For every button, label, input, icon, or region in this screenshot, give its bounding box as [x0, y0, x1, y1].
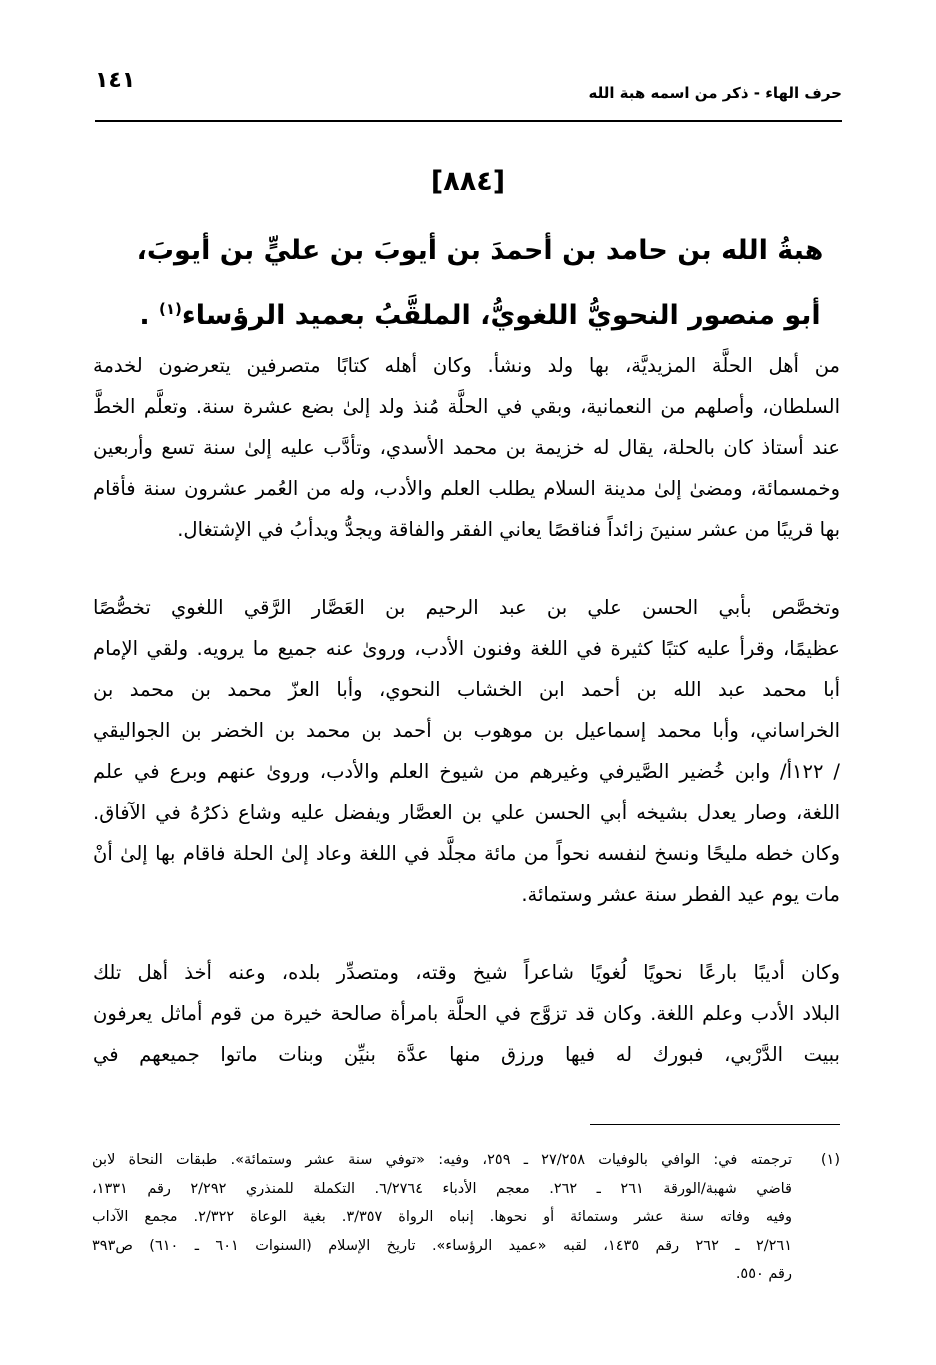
text-line: وخمسمائة، ومضىٰ إلىٰ مدينة السلام يطلب العلم والأدب، وله من العُمر عشرون سنة فأقام	[93, 477, 840, 500]
footnote-line: قاضي شهبة/الورقة ٢٦١ ـ ٢٦٢. معجم الأدباء ٦/٢٧٦٤. التكملة للمنذري ٢/٢٩٢ رقم ١٣٣١،	[92, 1180, 792, 1197]
text-line: عظيمًا، وقرأ عليه كتبًا كثيرة في اللغة وفنون الأدب، وروىٰ عنه جميع ما يرويه. ولقي الإمام	[93, 637, 840, 660]
paragraph-3	[93, 952, 840, 1075]
entry-title-end: .	[139, 300, 150, 331]
footnote-line: ترجمته في: الوافي بالوفيات ٢٧/٢٥٨ ـ ٢٥٩، وفيه: «توفي سنة عشر وستمائة». طبقات النحاة لابن	[92, 1152, 792, 1168]
text-line: أبا محمد عبد الله بن أحمد ابن الخشاب النحوي، وأبا العزّ محمد بن محمد بن	[93, 678, 840, 701]
entry-title-line-1: هبةُ الله بن حامد بن أحمدَ بن أيوبَ بن عليٍّ بن أيوبَ،	[136, 235, 824, 266]
text-line: / ١٢٢أ/ وابن خُضير الصَّيرفي وغيرهم من شيوخ العلم والأدب، وروىٰ عنهم وبرع في علم	[93, 760, 840, 783]
entry-title-line-2-text: أبو منصور النحويُّ اللغويُّ، الملقَّبُ بعميد الرؤساء	[181, 300, 821, 331]
text-line: وكان أديبًا بارعًا نحويًا لُغويًا شاعراً شيخ وقته، ومتصدِّر بلده، وعنه أخذ أهل تلك	[93, 961, 840, 984]
page-header	[95, 62, 842, 120]
footnote-line: وفيه وفاته سنة عشر وستمائة أو نحوها. إنباه الرواة ٣/٣٥٧. بغية الوعاة ٢/٣٢٢. مجمع الآداب	[92, 1209, 792, 1225]
text-line: وكان خطه مليحًا ونسخ لنفسه نحواً من مائة مجلَّد في اللغة وعاد إلىٰ الحلة فاقام بها إلىٰ أنْ	[93, 842, 840, 865]
footnote-line: ٢/٢٦١ ـ ٢٦٢ رقم ١٤٣٥، لقبه «عميد الرؤساء». تاريخ الإسلام (السنوات ٦٠١ ـ ٦١٠) ص٣٩٣	[92, 1237, 792, 1254]
footnote-number: (١)	[820, 1152, 840, 1168]
text-line: السلطان، وأصلهم من النعمانية، وبقي في الحلَّة مُنذ ولد إلىٰ بضع عشرة سنة. وتعلَّم الخطَّ	[93, 395, 840, 418]
footnote-body	[92, 1146, 792, 1289]
running-title: حرف الهاء - ذكر من اسمه هبة الله	[588, 84, 842, 102]
entry-number: [٨٨٤]	[430, 166, 506, 197]
text-line: وتخصَّص بأبي الحسن علي بن عبد الرحيم بن العَصَّار الرَّقي اللغوي تخصُّصًا	[93, 596, 840, 619]
text-line: البلاد الأدب وعلم اللغة. وكان قد تزوَّج في الحلَّة بامرأة صالحة خيرة من قوم أماثل يعرفون	[93, 1002, 840, 1025]
text-line: ببيت الدَّرْبي، فبورك له فيها ورزق منها عدَّة بنيِّن وبنات ماتوا جميعهم في	[93, 1043, 840, 1066]
footnote-divider	[590, 1124, 840, 1125]
paragraph-2	[93, 587, 840, 915]
entry-title	[110, 222, 850, 345]
text-line: من أهل الحلَّة المزيديَّة، بها ولد ونشأ. وكان أهله كتابًا متصرفين يتعرضون لخدمة	[93, 354, 840, 377]
footnote-marker: (١)	[159, 300, 182, 318]
paragraph-1	[93, 345, 840, 550]
text-line: بها قريبًا من عشر سنينَ زائداً فناقصًا يعاني الفقر والفاقة ويجدُّ ويدأبُ في الإشتغال.	[177, 518, 840, 541]
entry-title-line-2	[110, 280, 850, 345]
text-line: اللغة، وصار يعدل بشيخه أبي الحسن علي بن العصَّار ويفضل عليه وشاع ذكرُهُ في الآفاق.	[93, 801, 840, 824]
text-line: مات يوم عيد الفطر سنة عشر وستمائة.	[521, 883, 840, 906]
page-number: ١٤١	[95, 68, 136, 93]
footnote-line: رقم ٥٥٠.	[735, 1266, 792, 1282]
text-line: الخراساني، وأبا محمد إسماعيل بن موهوب بن أحمد بن محمد بن الخضر بن الجواليقي	[93, 719, 840, 742]
text-line: عند أستاذ كان بالحلة، يقال له خزيمة بن محمد الأسدي، وتأدَّب عليه إلىٰ سنة تسع وأربعين	[93, 436, 840, 459]
header-divider	[95, 120, 842, 122]
